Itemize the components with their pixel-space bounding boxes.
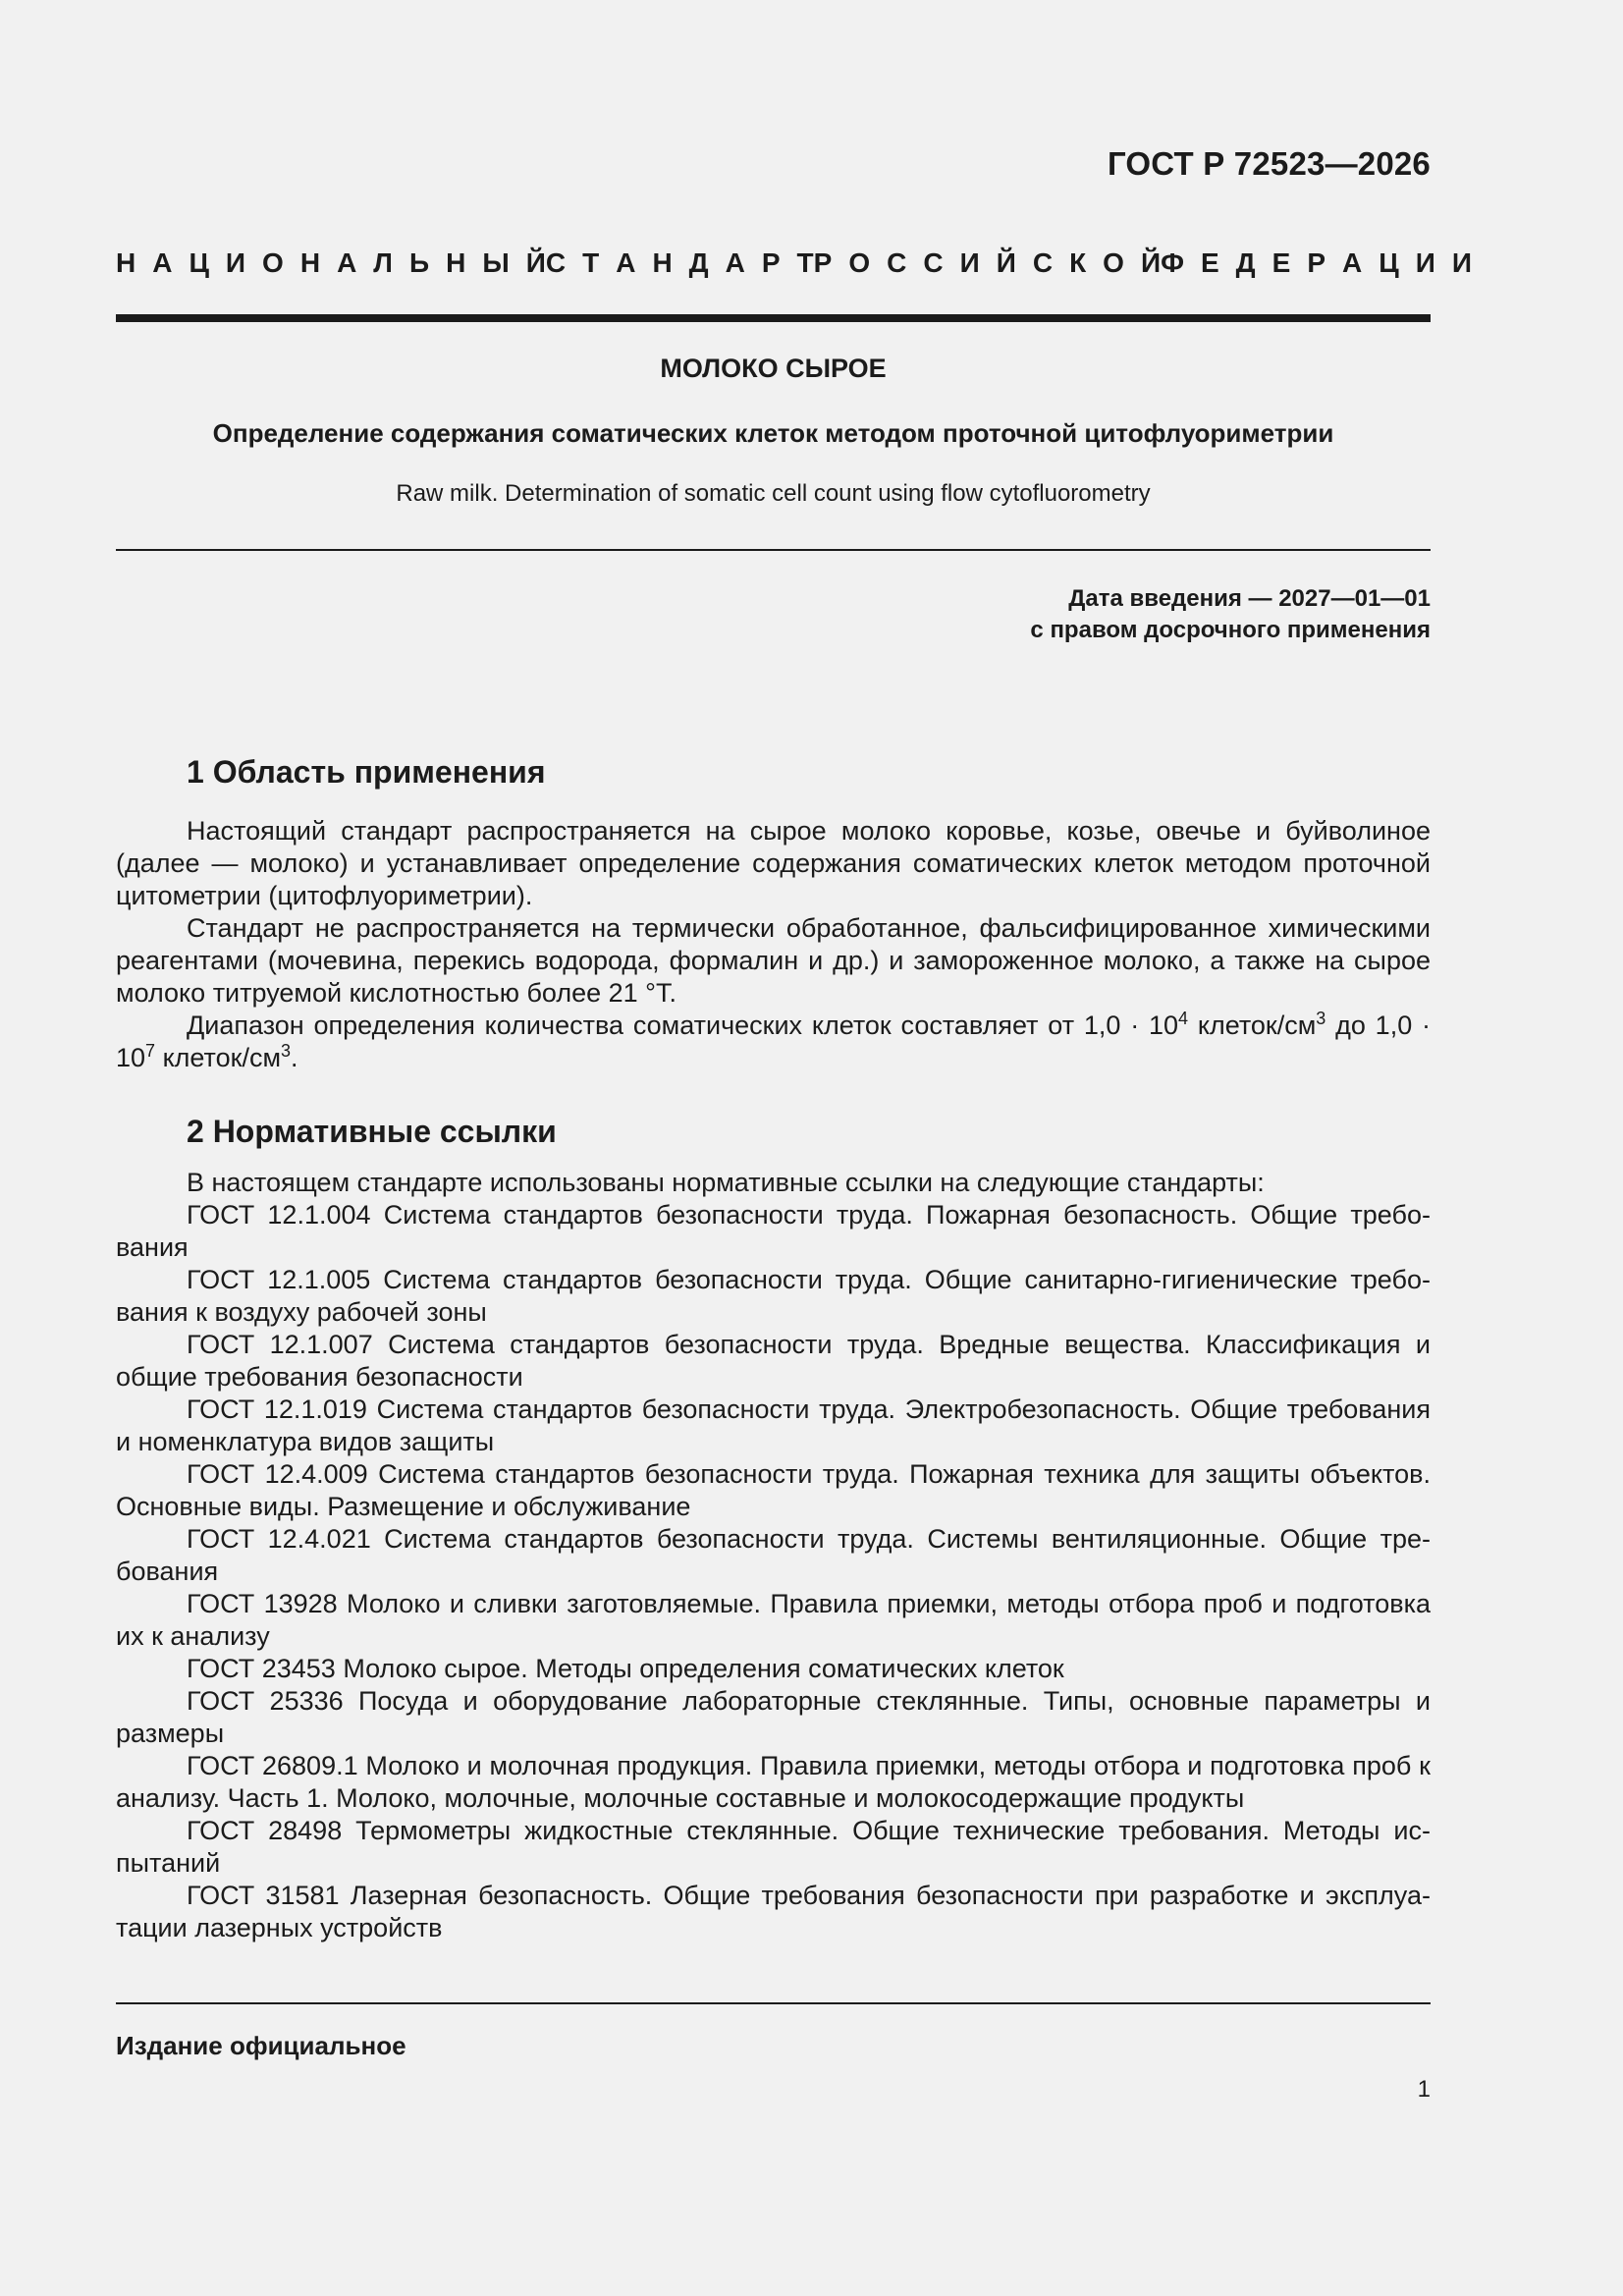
exponent: 7 <box>145 1041 156 1061</box>
reference-code: ГОСТ 31581 <box>187 1881 340 1910</box>
exponent: 4 <box>1178 1009 1189 1028</box>
normative-reference-item <box>116 1458 1431 1523</box>
reference-code: ГОСТ 12.4.009 <box>187 1459 368 1489</box>
reference-title: Система стандартов безопасности труда. Вредные вещества. Классификация и общие требования безопасности <box>116 1330 1431 1392</box>
introduction-date-block <box>1030 583 1431 646</box>
reference-title: Молоко и молочная продукция. Правила приемки, методы отбора и подготовка проб к анализу. Часть 1. Молоко, молочные, молочные составные и молокосодержащие продукты <box>116 1751 1431 1813</box>
range-text: . <box>291 1043 298 1072</box>
section-2-intro: В настоящем стандарте использованы нормативные ссылки на следующие стандарты: <box>187 1168 1265 1197</box>
range-text: клеток/см <box>155 1043 282 1072</box>
section-1-range-paragraph <box>116 1010 1431 1074</box>
standard-code: ГОСТ Р 72523—2026 <box>1107 145 1431 182</box>
official-edition-label: Издание официальное <box>116 2031 406 2060</box>
footer-rule <box>116 2002 1431 2004</box>
reference-title: Лазерная безопасность. Общие требования безопасности при разработке и эксплуатации лазерных устройств <box>116 1881 1431 1942</box>
range-text: до 1,0 · 10 <box>116 1011 1431 1072</box>
section-1-paragraph: Стандарт не распространяется на термически обработанное, фальсифицированное химическими реагентами (мочевина, перекись водорода, формалин и др.) и замороженное молоко, а также на сырое молоко титруемой кислотностью более 21 °Т. <box>116 913 1431 1008</box>
reference-title: Система стандартов безопасности труда. Системы вентиляционные. Общие требования <box>116 1524 1431 1586</box>
section-2-heading: 2 Нормативные ссылки <box>187 1114 557 1149</box>
banner-word: Н А Ц И О Н А Л Ь Н Ы Й <box>116 247 546 278</box>
reference-title: Система стандартов безопасности труда. Пожарная техника для защиты объектов. Основные виды. Размещение и обслуживание <box>116 1459 1431 1521</box>
reference-code: ГОСТ 26809.1 <box>187 1751 358 1780</box>
reference-title: Система стандартов безопасности труда. Электробезопасность. Общие требования и номенклатура видов защиты <box>116 1394 1431 1456</box>
reference-title: Молоко сырое. Методы определения соматических клеток <box>343 1654 1064 1683</box>
header-thick-rule <box>116 314 1431 322</box>
reference-code: ГОСТ 12.4.021 <box>187 1524 371 1554</box>
exponent: 3 <box>1316 1009 1326 1028</box>
title-divider <box>116 549 1431 551</box>
section-1-paragraph: Настоящий стандарт распространяется на сырое молоко коровье, козье, овечье и буйволиное (далее — молоко) и устанавливает определение содержания соматических клеток методом проточной цитометрии (цитофлуориметрии). <box>116 816 1431 910</box>
early-application-note: с правом досрочного применения <box>1030 617 1431 643</box>
reference-code: ГОСТ 12.1.004 <box>187 1200 371 1230</box>
reference-title: Система стандартов безопасности труда. Пожарная безопасность. Общие требования <box>116 1200 1431 1262</box>
normative-reference-item <box>116 1880 1431 1944</box>
normative-reference-item <box>116 1329 1431 1394</box>
normative-reference-item <box>116 1685 1431 1750</box>
reference-title: Термометры жидкостные стеклянные. Общие технические требования. Методы испытаний <box>116 1816 1431 1878</box>
document-body <box>116 752 1431 1944</box>
reference-title: Молоко и сливки заготовляемые. Правила приемки, методы отбора проб и подготовка их к анализу <box>116 1589 1431 1651</box>
normative-reference-item <box>116 1588 1431 1653</box>
normative-reference-item <box>116 1199 1431 1264</box>
reference-code: ГОСТ 13928 <box>187 1589 338 1618</box>
banner-word: Ф Е Д Е Р А Ц И И <box>1161 247 1472 278</box>
normative-reference-item <box>116 1394 1431 1458</box>
section-1-heading: 1 Область применения <box>187 754 546 790</box>
reference-title: Система стандартов безопасности труда. Общие санитарно-гигиенические требования к воздуху рабочей зоны <box>116 1265 1431 1327</box>
banner-word: Р О С С И Й С К О Й <box>813 247 1162 278</box>
document-title: МОЛОКО СЫРОЕ <box>660 354 887 383</box>
reference-code: ГОСТ 12.1.007 <box>187 1330 373 1359</box>
document-subtitle: Определение содержания соматических клеток методом проточной цитофлуориметрии <box>212 418 1334 448</box>
reference-code: ГОСТ 25336 <box>187 1686 344 1716</box>
normative-references-list <box>116 1199 1431 1944</box>
normative-reference-item <box>116 1815 1431 1880</box>
range-text: Диапазон определения количества соматических клеток составляет от 1,0 · 10 <box>187 1011 1179 1040</box>
reference-title: Посуда и оборудование лабораторные стеклянные. Типы, основные параметры и размеры <box>116 1686 1431 1748</box>
document-title-english: Raw milk. Determination of somatic cell count using flow cytofluorometry <box>396 480 1151 507</box>
normative-reference-item <box>116 1653 1431 1685</box>
normative-reference-item <box>116 1523 1431 1588</box>
reference-code: ГОСТ 28498 <box>187 1816 343 1845</box>
reference-code: ГОСТ 23453 <box>187 1654 336 1683</box>
banner-word: С Т А Н Д А Р Т <box>545 247 814 278</box>
page-number: 1 <box>1417 2076 1431 2103</box>
exponent: 3 <box>281 1041 292 1061</box>
normative-reference-item <box>116 1750 1431 1815</box>
reference-code: ГОСТ 12.1.019 <box>187 1394 367 1424</box>
national-standard-banner <box>116 247 1472 279</box>
introduction-date: Дата введения — 2027—01—01 <box>1068 585 1431 612</box>
normative-reference-item <box>116 1264 1431 1329</box>
reference-code: ГОСТ 12.1.005 <box>187 1265 371 1294</box>
range-text: клеток/см <box>1188 1011 1317 1040</box>
